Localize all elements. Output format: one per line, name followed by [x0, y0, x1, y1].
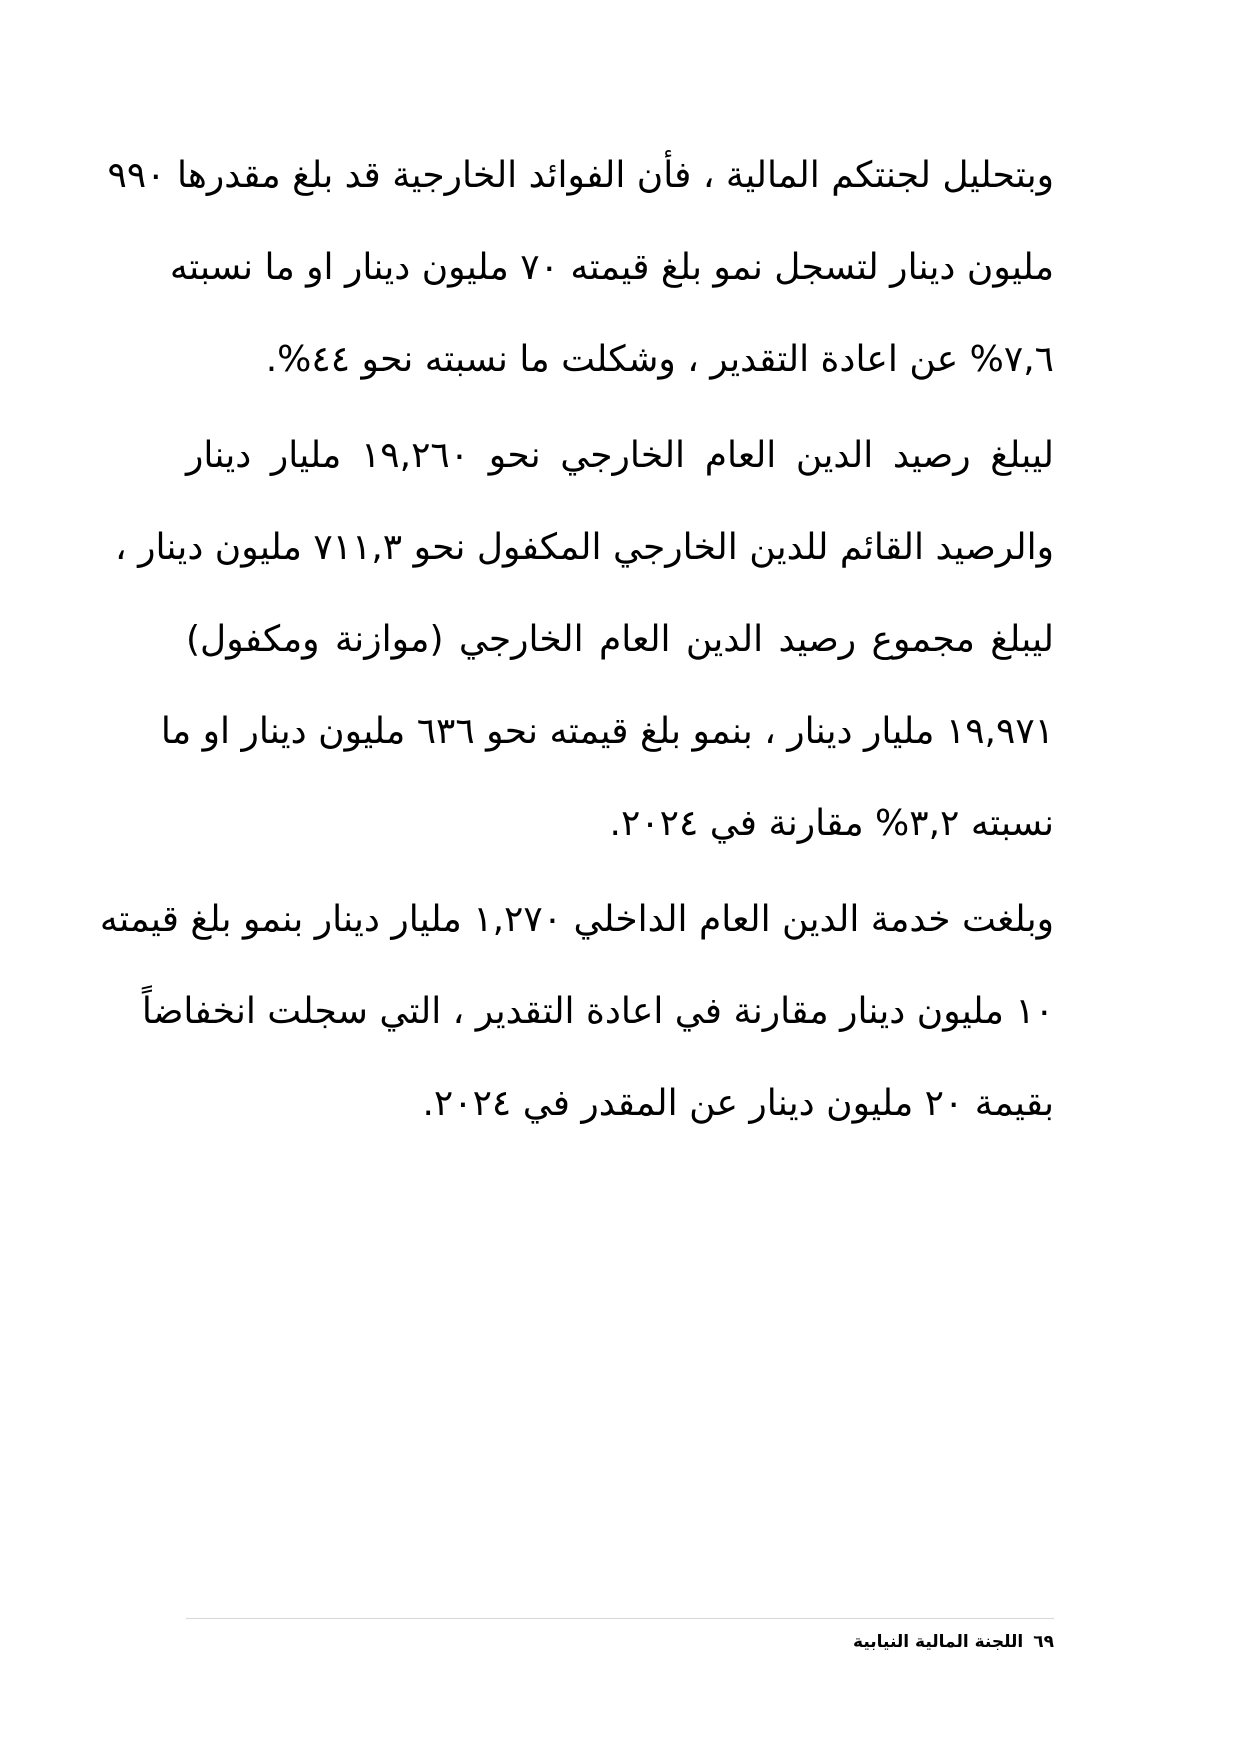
paragraph-line: وبتحليل لجنتكم المالية ، فأن الفوائد الخارجية قد بلغ مقدرها ٩٩٠ [107, 155, 1054, 196]
paragraph-line: ١٠ مليون دينار مقارنة في اعادة التقدير ، التي سجلت انخفاضاً [141, 991, 1054, 1032]
paragraph-line: ٧,٦% عن اعادة التقدير ، وشكلت ما نسبته نحو ٤٤%. [265, 339, 1054, 380]
paragraph-line: بقيمة ٢٠ مليون دينار عن المقدر في ٢٠٢٤. [422, 1083, 1054, 1124]
footer-divider [186, 1618, 1054, 1619]
paragraph-line: نسبته ٣,٢% مقارنة في ٢٠٢٤. [609, 803, 1054, 844]
page-footer [843, 1632, 1054, 1652]
paragraph-line: ليبلغ رصيد الدين العام الخارجي نحو ١٩,٢٦٠ مليار دينار [186, 435, 1054, 476]
page-number: ٦٩ [1033, 1632, 1054, 1652]
paragraph-line: وبلغت خدمة الدين العام الداخلي ١,٢٧٠ مليار دينار بنمو بلغ قيمته [99, 899, 1054, 940]
paragraph-line: ليبلغ مجموع رصيد الدين العام الخارجي (موازنة ومكفول) [186, 619, 1054, 660]
paragraph-line: والرصيد القائم للدين الخارجي المكفول نحو ٧١١,٣ مليون دينار ، [115, 527, 1054, 568]
paragraph-line: مليون دينار لتسجل نمو بلغ قيمته ٧٠ مليون دينار او ما نسبته [169, 247, 1054, 288]
footer-label: اللجنة المالية النيابية [853, 1632, 1024, 1652]
paragraph-line: ١٩,٩٧١ مليار دينار ، بنمو بلغ قيمته نحو ٦٣٦ مليون دينار او ما [160, 711, 1054, 752]
